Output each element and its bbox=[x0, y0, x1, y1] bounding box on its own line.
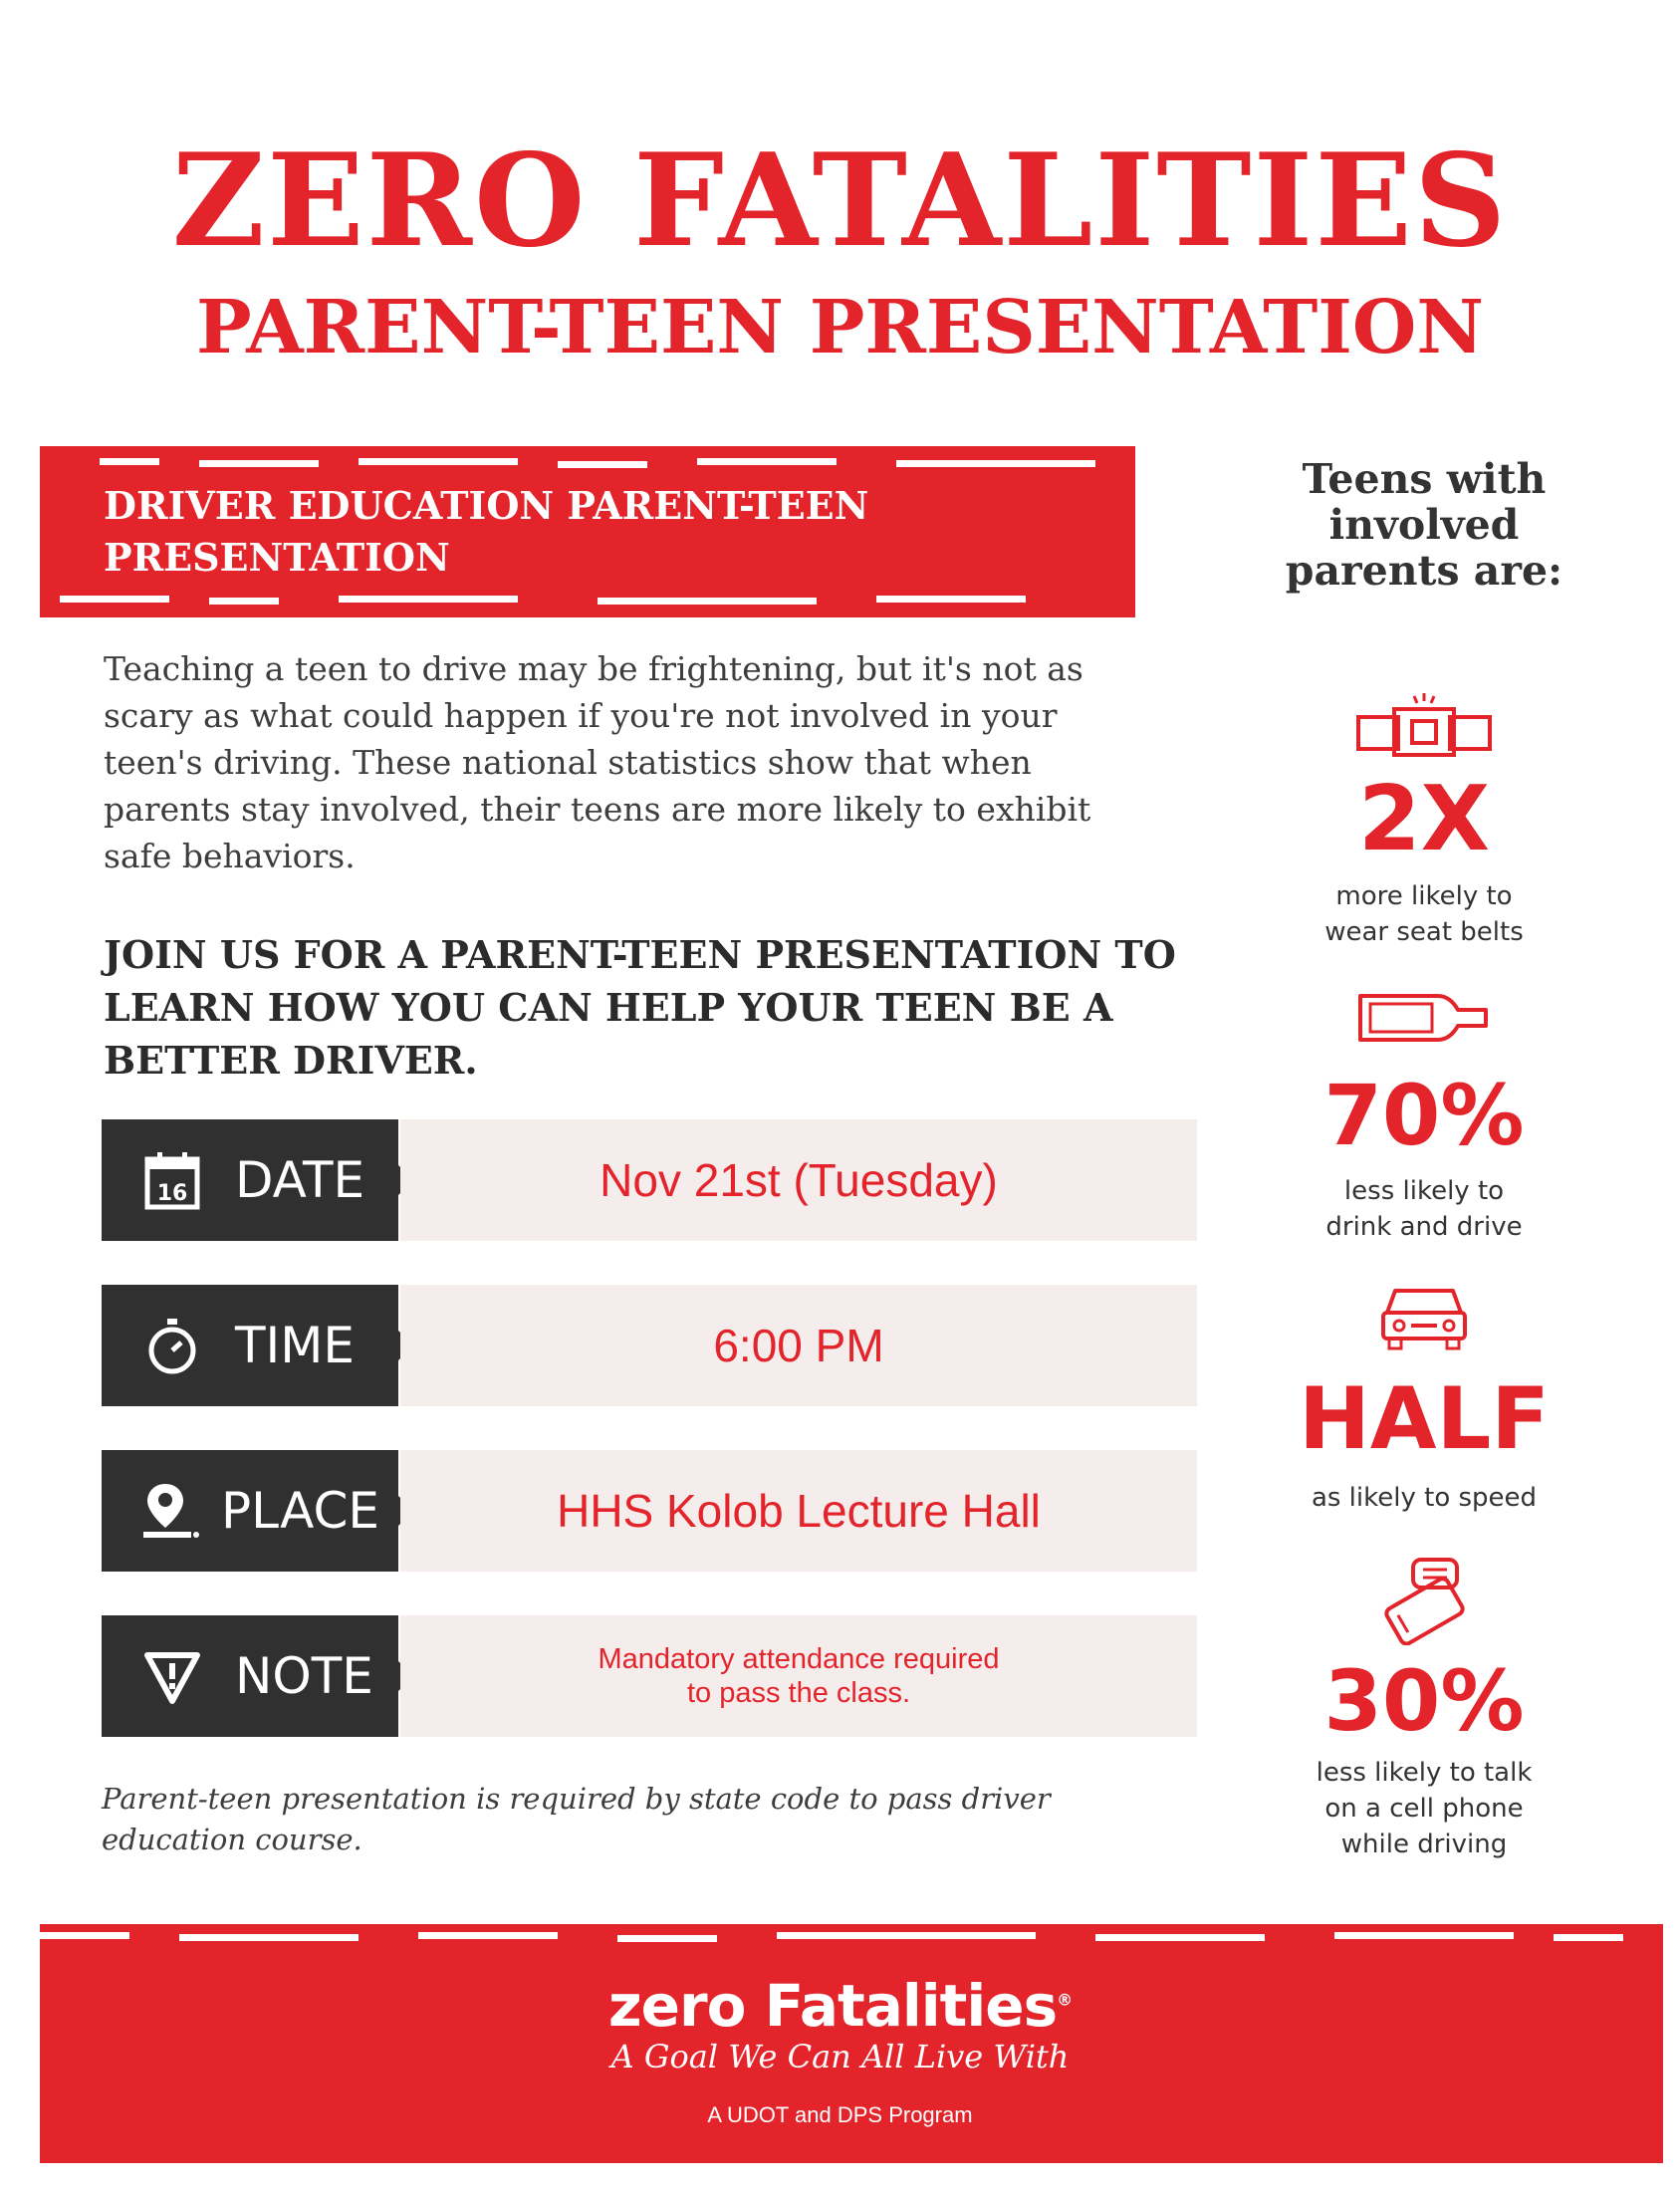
note-label: NOTE bbox=[235, 1647, 373, 1705]
logo-registered-mark: ® bbox=[1057, 1990, 1073, 2010]
page-title: ZERO FATALITIES bbox=[171, 126, 1509, 276]
sidebar-heading-line: parents are: bbox=[1285, 547, 1563, 595]
note-value-box bbox=[400, 1615, 1197, 1737]
stat-desc-line: as likely to speed bbox=[1311, 1483, 1538, 1513]
stat-desc-line: less likely to bbox=[1343, 1176, 1505, 1206]
time-row bbox=[102, 1285, 1097, 1406]
stat-desc-line: drink and drive bbox=[1325, 1212, 1523, 1242]
stat-value: HALF bbox=[1298, 1369, 1551, 1469]
stat-desc bbox=[1265, 1173, 1583, 1245]
cellphone-icon bbox=[1369, 1556, 1479, 1645]
place-value: HHS Kolob Lecture Hall bbox=[557, 1485, 1041, 1537]
stat-desc-line: on a cell phone bbox=[1324, 1794, 1524, 1824]
date-label: DATE bbox=[235, 1151, 365, 1209]
stopwatch-icon bbox=[143, 1315, 201, 1376]
time-label: TIME bbox=[235, 1317, 356, 1374]
time-value: 6:00 PM bbox=[713, 1320, 884, 1371]
stat-value: 2X bbox=[1357, 767, 1490, 871]
place-label: PLACE bbox=[221, 1482, 379, 1540]
note-label-box bbox=[102, 1615, 398, 1737]
bottle-icon bbox=[1354, 990, 1494, 1046]
stat-seatbelt bbox=[1265, 691, 1583, 950]
stat-desc bbox=[1265, 878, 1583, 950]
note-value-line: to pass the class. bbox=[686, 1677, 911, 1709]
time-value-box bbox=[400, 1285, 1197, 1406]
stat-desc bbox=[1265, 1755, 1583, 1862]
seatbelt-icon bbox=[1354, 691, 1494, 761]
sidebar-heading bbox=[1265, 456, 1583, 594]
car-icon bbox=[1379, 1285, 1469, 1352]
stat-desc-line: wear seat belts bbox=[1324, 917, 1524, 947]
note-value bbox=[598, 1642, 999, 1710]
calendar-day: 16 bbox=[156, 1181, 188, 1206]
time-label-box bbox=[102, 1285, 398, 1406]
page-subtitle: PARENT-TEEN PRESENTATION bbox=[196, 285, 1484, 370]
footer-program: A UDOT and DPS Program bbox=[707, 2102, 973, 2127]
warning-icon bbox=[143, 1645, 201, 1707]
banner-heading-line: DRIVER EDUCATION PARENT-TEEN bbox=[104, 483, 869, 528]
banner-heading-line: PRESENTATION bbox=[104, 535, 450, 580]
logo-fatalities: Fatalities bbox=[764, 1972, 1058, 2040]
sidebar-heading-line: Teens with bbox=[1302, 455, 1547, 503]
footer-tagline: A Goal We Can All Live With bbox=[610, 2038, 1070, 2075]
calendar-icon bbox=[143, 1149, 201, 1211]
stat-desc-line: while driving bbox=[1340, 1830, 1508, 1859]
place-value-box bbox=[400, 1450, 1197, 1572]
date-row bbox=[102, 1119, 1097, 1241]
stat-speed bbox=[1265, 1285, 1583, 1516]
call-to-action: JOIN US FOR A PARENT-TEEN PRESENTATION TO LEARN HOW YOU CAN HELP YOUR TEEN BE A BETTER DRIVER. bbox=[104, 932, 1176, 1083]
note-row bbox=[102, 1615, 1097, 1737]
stat-desc-line: less likely to talk bbox=[1316, 1758, 1533, 1788]
stat-drink-drive bbox=[1265, 990, 1583, 1245]
footer-logo bbox=[0, 1972, 1680, 2040]
date-value-box bbox=[400, 1119, 1197, 1241]
stat-cellphone bbox=[1265, 1556, 1583, 1862]
date-value: Nov 21st (Tuesday) bbox=[600, 1154, 998, 1206]
note-value-line: Mandatory attendance required bbox=[598, 1643, 1000, 1675]
stat-value: 70% bbox=[1323, 1067, 1525, 1164]
stat-desc-line: more likely to bbox=[1335, 881, 1513, 911]
footnote: Parent-teen presentation is required by state code to pass driver education course. bbox=[102, 1782, 1051, 1856]
place-row bbox=[102, 1450, 1097, 1572]
logo-zero: zero bbox=[607, 1972, 746, 2040]
date-label-box bbox=[102, 1119, 398, 1241]
intro-paragraph: Teaching a teen to drive may be frightening, but it's not as scary as what could happen if you're not involved in your teen's driving. These national statistics show that when parents stay involved, their teens are more likely to exhibit safe behaviors. bbox=[104, 649, 1091, 875]
stat-desc bbox=[1265, 1480, 1583, 1516]
place-label-box bbox=[102, 1450, 398, 1572]
banner-heading bbox=[104, 480, 1000, 584]
sidebar-heading-line: involved bbox=[1328, 501, 1520, 549]
map-pin-icon bbox=[141, 1480, 199, 1542]
stat-value: 30% bbox=[1323, 1652, 1525, 1750]
